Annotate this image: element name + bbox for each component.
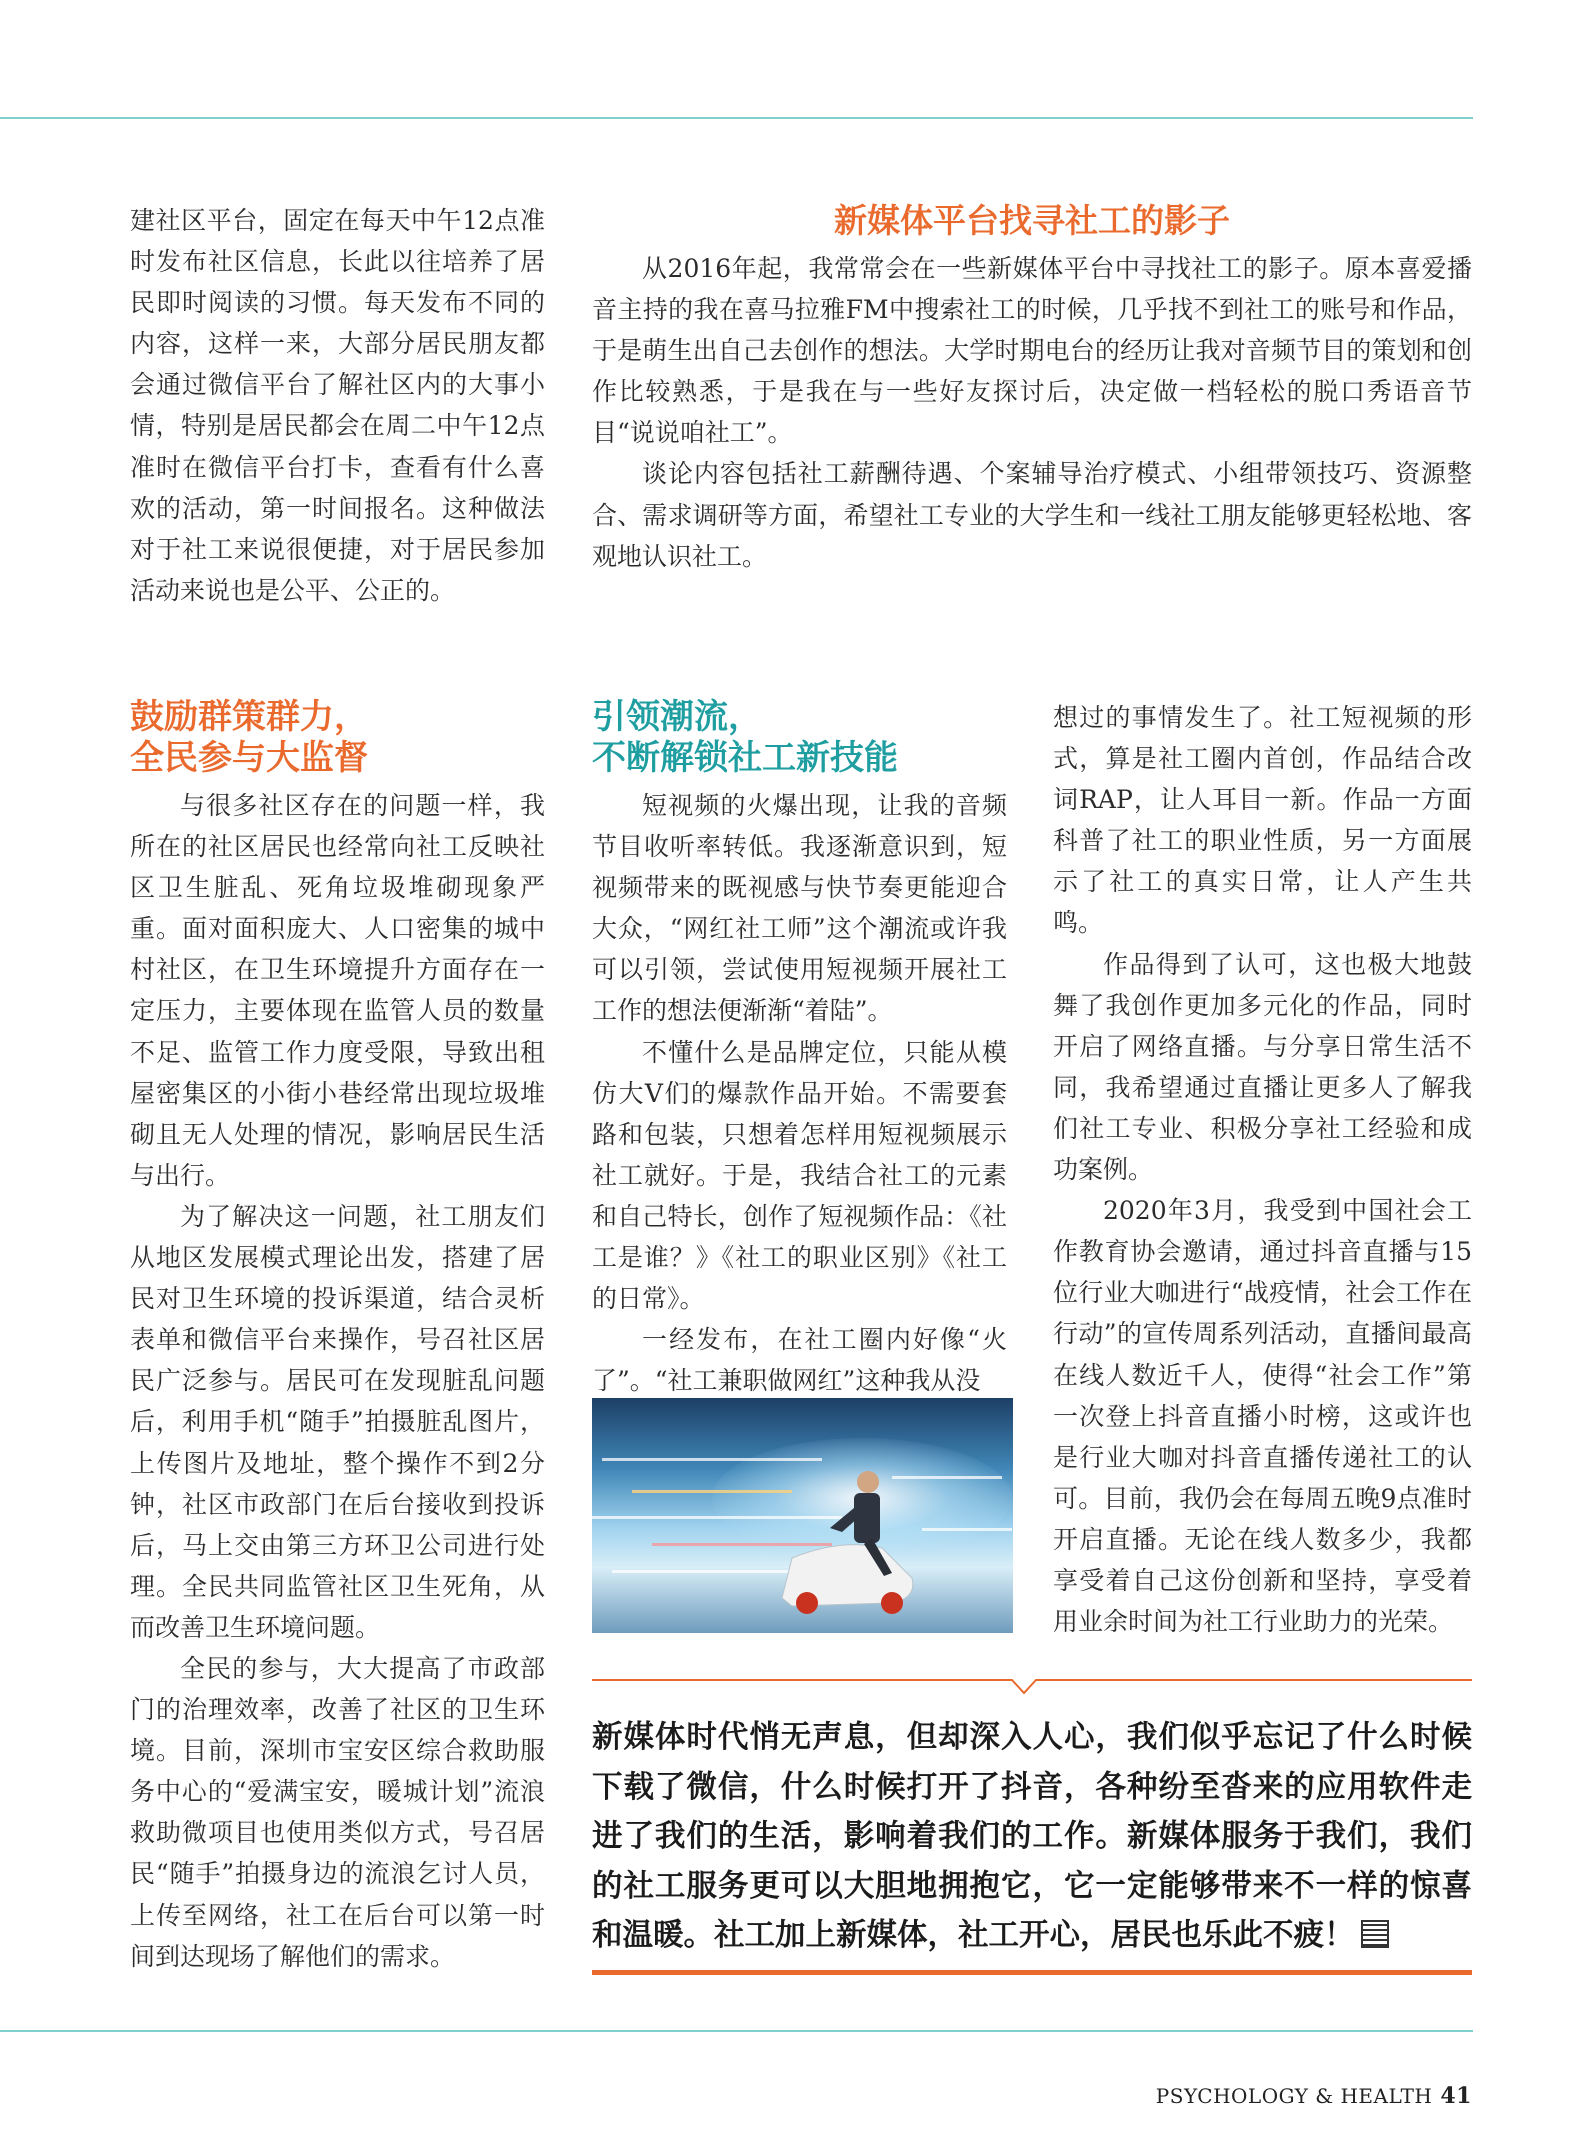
summary-box (592, 1713, 1472, 1961)
body-paragraph: 不懂什么是品牌定位，只能从模仿大V们的爆款作品开始。不需要套路和包装，只想着怎样用短视频展示社工就好。于是，我结合社工的元素和自己特长，创作了短视频作品：《社工是谁？》《社工的职业区别》《社工的日常》。 (592, 1037, 1007, 1314)
heading-line: 不断解锁社工新技能 (592, 738, 898, 778)
body-paragraph: 为了解决这一问题，社工朋友们从地区发展模式理论出发，搭建了居民对卫生环境的投诉渠道，结合灵析表单和微信平台来操作，号召社区居民广泛参与。居民可在发现脏乱问题后，利用手机“随手”拍摄脏乱图片，上传图片及地址，整个操作不到2分钟，社区市政部门在后台接收到投诉后，马上交由第三方环卫公司进行处理。全民共同监管社区卫生死角，从而改善卫生环境问题。 (130, 1201, 545, 1642)
body-paragraph: 想过的事情发生了。社工短视频的形式，算是社工圈内首创，作品结合改词RAP，让人耳目一新。作品一方面科普了社工的职业性质，另一方面展示了社工的真实日常，让人产生共鸣。 (1053, 703, 1472, 938)
body-paragraph: 建社区平台，固定在每天中午12点准时发布社区信息，长此以往培养了居民即时阅读的习惯。每天发布不同的内容，这样一来，大部分居民朋友都会通过微信平台了解社区内的大事小情，特别是居民都会在周二中午12点准时在微信平台打卡，查看有什么喜欢的活动，第一时间报名。这种做法对于社工来说很便捷，对于居民参加活动来说也是公平、公正的。 (130, 206, 545, 605)
summary-bottom-border (592, 1970, 1472, 1975)
body-paragraph: 谈论内容包括社工薪酬待遇、个案辅导治疗模式、小组带领技巧、资源整合、需求调研等方面，希望社工专业的大学生和一线社工朋友能够更轻松地、客观地认识社工。 (592, 459, 1472, 571)
summary-text: 新媒体时代悄无声息，但却深入人心，我们似乎忘记了什么时候下载了微信，什么时候打开了抖音，各种纷至沓来的应用软件走进了我们的生活，影响着我们的工作。新媒体服务于我们，我们的社工服务更可以大胆地拥抱它，它一定能够带来不一样的惊喜和温暖。社工加上新媒体，社工开心，居民也乐此不疲！ (592, 1719, 1472, 1954)
top-right-section (592, 196, 1472, 577)
magazine-name: PSYCHOLOGY & HEALTH (1155, 2084, 1433, 2108)
bottom-divider (0, 2030, 1473, 2032)
body-paragraph: 作品得到了认可，这也极大地鼓舞了我创作更加多元化的作品，同时开启了网络直播。与分享日常生活不同，我希望通过直播让更多人了解我们社工专业、积极分享社工经验和成功案例。 (1053, 949, 1472, 1185)
body-paragraph: 2020年3月，我受到中国社会工作教育协会邀请，通过抖音直播与15位行业大咖进行“战疫情，社会工作在行动”的宣传周系列活动，直播间最高在线人数近千人，使得“社会工作”第一次登上抖音直播小时榜，这或许也是行业大咖对抖音直播传递社工的认可。目前，我仍会在每周五晚9点准时开启直播。无论在线人数多少，我都享受着自己这份创新和坚持，享受着用业余时间为社工行业助力的光荣。 (1053, 1196, 1472, 1637)
body-paragraph: 短视频的火爆出现，让我的音频节目收听率转低。我逐渐意识到，短视频带来的既视感与快节奏更能迎合大众，“网红社工师”这个潮流或许我可以引领，尝试使用短视频开展社工工作的想法便渐渐“着陆”。 (592, 791, 1007, 1026)
top-divider (0, 117, 1473, 119)
speeding-car-illustration (592, 1398, 1013, 1633)
heading-line: 引领潮流， (592, 697, 762, 737)
column-b (592, 697, 1007, 1401)
heading-line: 鼓励群策群力， (130, 697, 368, 737)
body-paragraph: 全民的参与，大大提高了市政部门的治理效率，改善了社区的卫生环境。目前，深圳市宝安区综合救助服务中心的“爱满宝安，暖城计划”流浪救助微项目也使用类似方式，号召居民“随手”拍摄身边的流浪乞讨人员，上传至网络，社工在后台可以第一时间到达现场了解他们的需求。 (130, 1653, 545, 1971)
body-paragraph: 从2016年起，我常常会在一些新媒体平台中寻找社工的影子。原本喜爱播音主持的我在喜马拉雅FM中搜索社工的时候，几乎找不到社工的账号和作品，于是萌生出自己去创作的想法。大学时期电台的经历让我对音频节目的策划和创作比较熟悉，于是我在与一些好友探讨后，决定做一档轻松的脱口秀语音节目“说说咱社工”。 (592, 254, 1472, 448)
end-mark-icon (1361, 1920, 1389, 1948)
heading-line: 全民参与大监督 (130, 738, 368, 778)
top-left-column (130, 200, 545, 611)
body-paragraph: 与很多社区存在的问题一样，我所在的社区居民也经常向社工反映社区卫生脏乱、死角垃圾堆砌现象严重。面对面积庞大、人口密集的城中村社区，在卫生环境提升方面存在一定压力，主要体现在监管人员的数量不足、监管工作力度受限，导致出租屋密集区的小街小巷经常出现垃圾堆砌且无人处理的情况，影响居民生活与出行。 (130, 791, 545, 1190)
body-paragraph: 一经发布，在社工圈内好像“火了”。“社工兼职做网红”这种我从没 (592, 1325, 1007, 1396)
section-heading: 新媒体平台找寻社工的影子 (834, 201, 1230, 240)
column-c (1053, 697, 1472, 1642)
page-footer (1050, 2083, 1472, 2109)
column-a (130, 697, 545, 1977)
page-number: 41 (1440, 2083, 1472, 2109)
section-heading (130, 697, 545, 779)
summary-top-border (592, 1677, 1472, 1701)
section-heading (592, 697, 1007, 779)
car-figure (592, 1398, 1013, 1633)
